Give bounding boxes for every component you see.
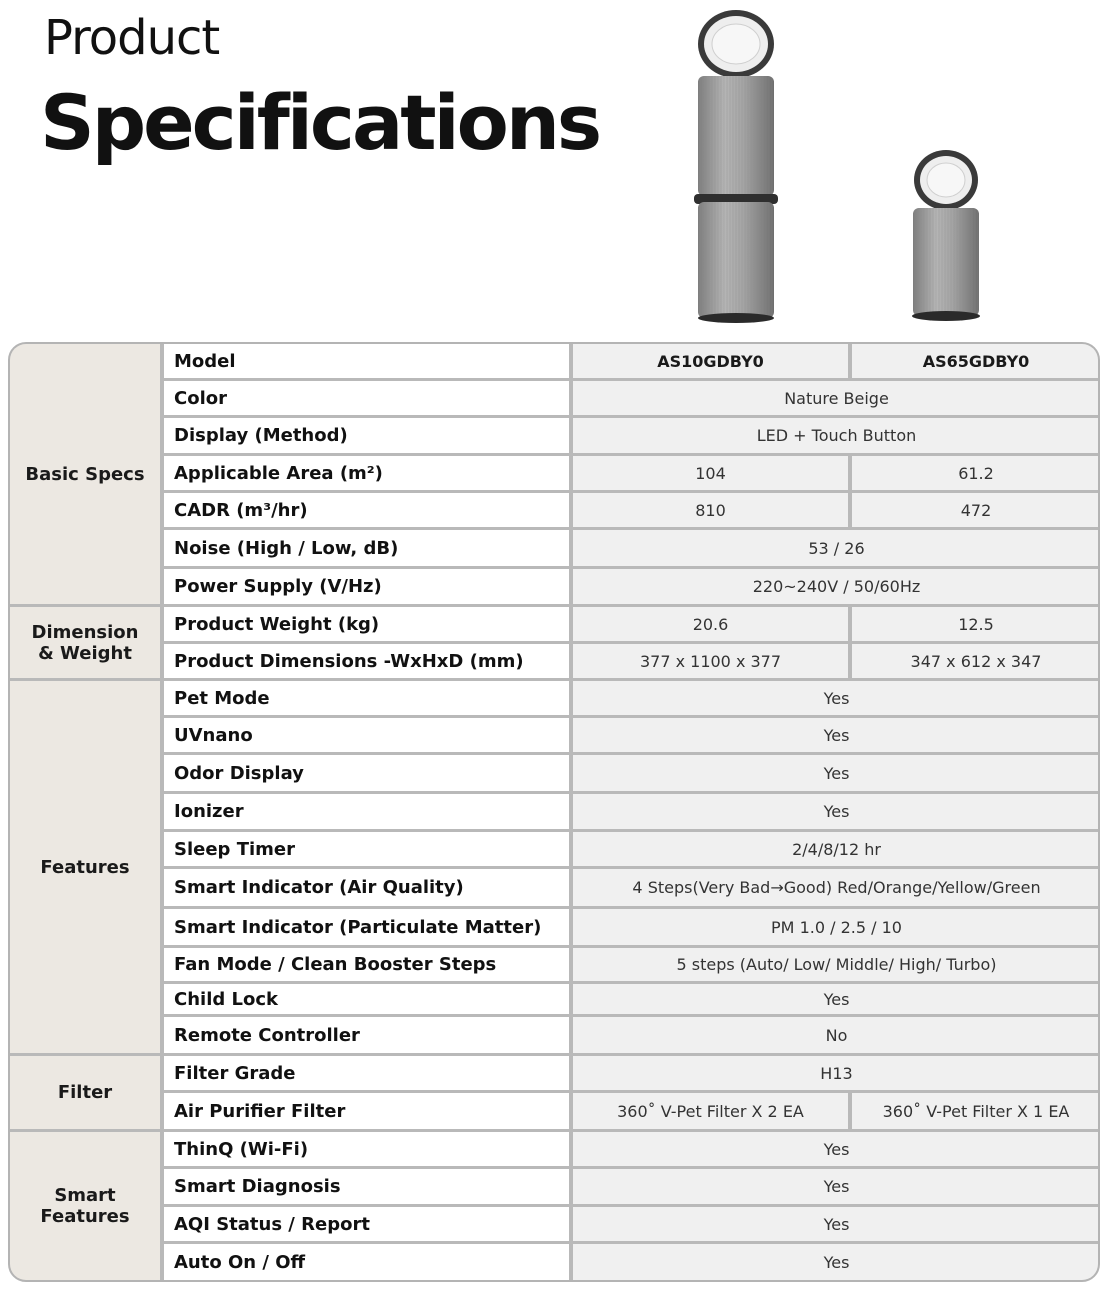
spec-label: Applicable Area (m²): [164, 456, 569, 490]
spec-value: LED + Touch Button: [573, 418, 1100, 453]
spec-label: Ionizer: [164, 794, 569, 829]
spec-value: 12.5: [852, 607, 1100, 641]
spec-value: 220~240V / 50/60Hz: [573, 569, 1100, 604]
spec-label: Air Purifier Filter: [164, 1093, 569, 1129]
spec-label: Smart Indicator (Air Quality): [164, 869, 569, 906]
category-smart-features: Smart Features: [10, 1132, 160, 1280]
spec-value: Yes: [573, 1169, 1100, 1204]
spec-value: 5 steps (Auto/ Low/ Middle/ High/ Turbo): [573, 948, 1100, 981]
air-purifier-tall-icon: [690, 8, 782, 324]
spec-label: Noise (High / Low, dB): [164, 530, 569, 566]
spec-value: 20.6: [573, 607, 848, 641]
spec-value: Yes: [573, 1244, 1100, 1280]
title-product: Product: [44, 10, 220, 66]
spec-value: PM 1.0 / 2.5 / 10: [573, 909, 1100, 945]
title-specifications: Specifications: [40, 78, 600, 167]
spec-label: Auto On / Off: [164, 1244, 569, 1280]
spec-label: Pet Mode: [164, 681, 569, 715]
spec-value: Yes: [573, 1132, 1100, 1166]
spec-label: Power Supply (V/Hz): [164, 569, 569, 604]
spec-label: Smart Indicator (Particulate Matter): [164, 909, 569, 945]
spec-label: Smart Diagnosis: [164, 1169, 569, 1204]
spec-value: Nature Beige: [573, 381, 1100, 415]
spec-table: [8, 342, 1100, 1282]
spec-value: 104: [573, 456, 848, 490]
spec-value: 61.2: [852, 456, 1100, 490]
category-basic-specs: Basic Specs: [10, 344, 160, 604]
category-dimension-weight: Dimension & Weight: [10, 607, 160, 678]
spec-label: UVnano: [164, 718, 569, 752]
spec-label: CADR (m³/hr): [164, 493, 569, 527]
spec-label: Child Lock: [164, 984, 569, 1014]
spec-label: Odor Display: [164, 755, 569, 791]
spec-value: 377 x 1100 x 377: [573, 644, 848, 678]
air-purifier-short-icon: [908, 148, 984, 324]
spec-value: Yes: [573, 718, 1100, 752]
spec-value: 360˚ V-Pet Filter X 1 EA: [852, 1093, 1100, 1129]
model-header: AS10GDBY0: [573, 344, 848, 378]
spec-value: 347 x 612 x 347: [852, 644, 1100, 678]
spec-value: Yes: [573, 794, 1100, 829]
spec-value: Yes: [573, 755, 1100, 791]
spec-label: Remote Controller: [164, 1017, 569, 1053]
spec-value: 810: [573, 493, 848, 527]
spec-value: 360˚ V-Pet Filter X 2 EA: [573, 1093, 848, 1129]
spec-value: 2/4/8/12 hr: [573, 832, 1100, 866]
spec-label: Product Weight (kg): [164, 607, 569, 641]
spec-value: Yes: [573, 681, 1100, 715]
spec-value: 472: [852, 493, 1100, 527]
spec-label: Model: [164, 344, 569, 378]
spec-value: No: [573, 1017, 1100, 1053]
model-header: AS65GDBY0: [852, 344, 1100, 378]
spec-value: Yes: [573, 1207, 1100, 1241]
category-features: Features: [10, 681, 160, 1053]
spec-label: Display (Method): [164, 418, 569, 453]
category-filter: Filter: [10, 1056, 160, 1129]
spec-label: Fan Mode / Clean Booster Steps: [164, 948, 569, 981]
spec-label: Sleep Timer: [164, 832, 569, 866]
spec-value: 53 / 26: [573, 530, 1100, 566]
spec-value: Yes: [573, 984, 1100, 1014]
spec-label: AQI Status / Report: [164, 1207, 569, 1241]
spec-value: 4 Steps(Very Bad→Good) Red/Orange/Yellow/Green: [573, 869, 1100, 906]
spec-label: Product Dimensions -WxHxD (mm): [164, 644, 569, 678]
spec-label: Color: [164, 381, 569, 415]
spec-label: Filter Grade: [164, 1056, 569, 1090]
spec-value: H13: [573, 1056, 1100, 1090]
spec-label: ThinQ (Wi-Fi): [164, 1132, 569, 1166]
